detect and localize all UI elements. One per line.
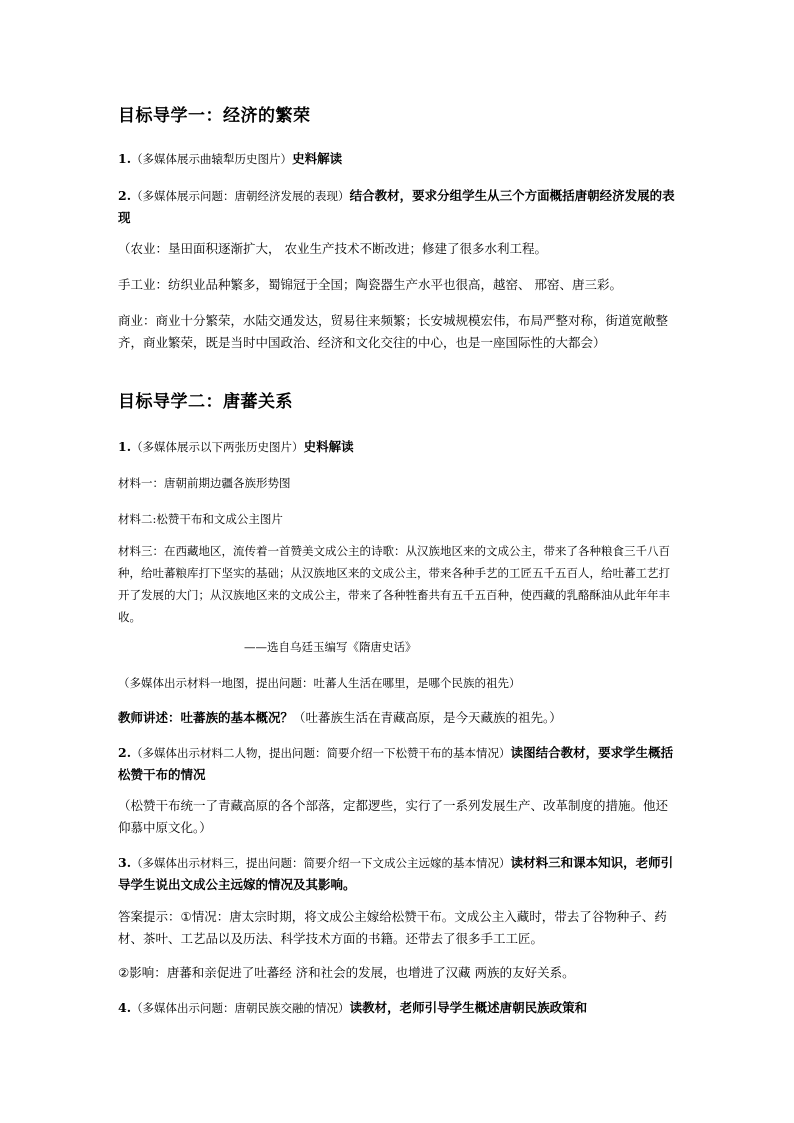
s1-agriculture: （农业：垦田面积逐渐扩大， 农业生产技术不断改进；修建了很多水利工程。 [118, 241, 547, 256]
s2-material2: 材料二:松赞干布和文成公主图片 [118, 512, 283, 526]
s2-item2 [118, 742, 678, 786]
s2-source: ——选自乌廷玉编写《隋唐史话》 [244, 640, 417, 654]
s2-item4-task: 读教材，老师引导学生概述唐朝民族政策和 [349, 1000, 588, 1015]
s2-item1 [118, 436, 354, 458]
s1-item2-note: （多媒体展示问题：唐朝经济发展的表现） [131, 189, 350, 203]
s2-answer-impact: ②影响：唐蕃和亲促进了吐蕃经 济和社会的发展，也增进了汉藏 两族的友好关系。 [118, 965, 575, 980]
s1-item1-num: 1. [118, 151, 132, 166]
s2-songtsen-answer: （松赞干布统一了青藏高原的各个部落，定都逻些，实行了一系列发展生产、改革制度的措施。他还仰慕中原文化。） [118, 798, 669, 835]
s2-item4-num: 4. [118, 1000, 132, 1015]
s1-item2 [118, 185, 678, 229]
s2-item3 [118, 852, 678, 896]
s2-material3: 材料三：在西藏地区，流传着一首赞美文成公主的诗歌：从汉族地区来的文成公主，带来了各种粮食三千八百种，给吐蕃粮库打下坚实的基础；从汉族地区来的文成公主，带来各种手艺的工匠五千五百人，给吐蕃工艺打开了发展的大门；从汉族地区来的文成公主，带来了各种牲畜共有五千五百种，使西藏的乳酪酥油从此年年丰收。 [118, 544, 670, 624]
s1-item2-num: 2. [118, 188, 132, 203]
s2-answer-situation: 答案提示：①情况：唐太宗时期，将文成公主嫁给松赞干布。文成公主入藏时，带去了谷物种子、药材、茶叶、工艺品以及历法、科学技术方面的书籍。还带去了很多手工工匠。 [118, 909, 667, 946]
s2-item4-note: （多媒体出示问题：唐朝民族交融的情况） [131, 1001, 350, 1015]
section1-heading: 目标导学一：经济的繁荣 [118, 106, 311, 126]
s2-item1-task: 史料解读 [303, 439, 354, 454]
s1-handicraft: 手工业：纺织业品种繁多，蜀锦冠于全国；陶瓷器生产水平也很高，越窑、 邢窑、唐三彩。 [118, 277, 622, 292]
s2-item4 [118, 997, 678, 1019]
s2-item2-num: 2. [118, 745, 132, 760]
s1-commerce: 商业：商业十分繁荣，水陆交通发达，贸易往来频繁；长安城规模宏伟，布局严整对称，街道宽敞整齐，商业繁荣，既是当时中国政治、经济和文化交往的中心，也是一座国际性的大都会） [118, 313, 669, 350]
s1-item2-task: 结合教材，要求分组学生从三个方面概括唐朝经济发展的表现 [118, 188, 675, 225]
s2-item3-num: 3. [118, 855, 132, 870]
s1-item1 [118, 148, 342, 170]
s2-item2-task: 读图结合教材，要求学生概括松赞干布的情况 [118, 745, 674, 782]
s2-item3-note: （多媒体出示材料三，提出问题：简要介绍一下文成公主远嫁的基本情况） [131, 856, 511, 870]
s2-teacher-label: 教师讲述：吐蕃族的基本概况？ [118, 710, 294, 725]
s2-teacher [118, 707, 678, 729]
s2-map-note: （多媒体出示材料一地图，提出问题：吐蕃人生活在哪里，是哪个民族的祖先） [118, 676, 521, 690]
section2-heading: 目标导学二：唐蕃关系 [118, 392, 293, 412]
s2-item1-note: （多媒体展示以下两张历史图片） [131, 440, 304, 454]
s2-material1: 材料一：唐朝前期边疆各族形势图 [118, 476, 291, 490]
s2-teacher-answer: （吐蕃族生活在青藏高原，是今天藏族的祖先。） [293, 710, 562, 725]
s2-item2-note: （多媒体出示材料二人物，提出问题：简要介绍一下松赞干布的基本情况） [131, 746, 511, 760]
s1-item1-note: （多媒体展示曲辕犁历史图片） [131, 152, 293, 166]
s2-item3-task: 读材料三和课本知识，老师引导学生说出文成公主远嫁的情况及其影响。 [118, 855, 674, 892]
s1-item1-task: 史料解读 [292, 151, 343, 166]
s2-item1-num: 1. [118, 439, 132, 454]
